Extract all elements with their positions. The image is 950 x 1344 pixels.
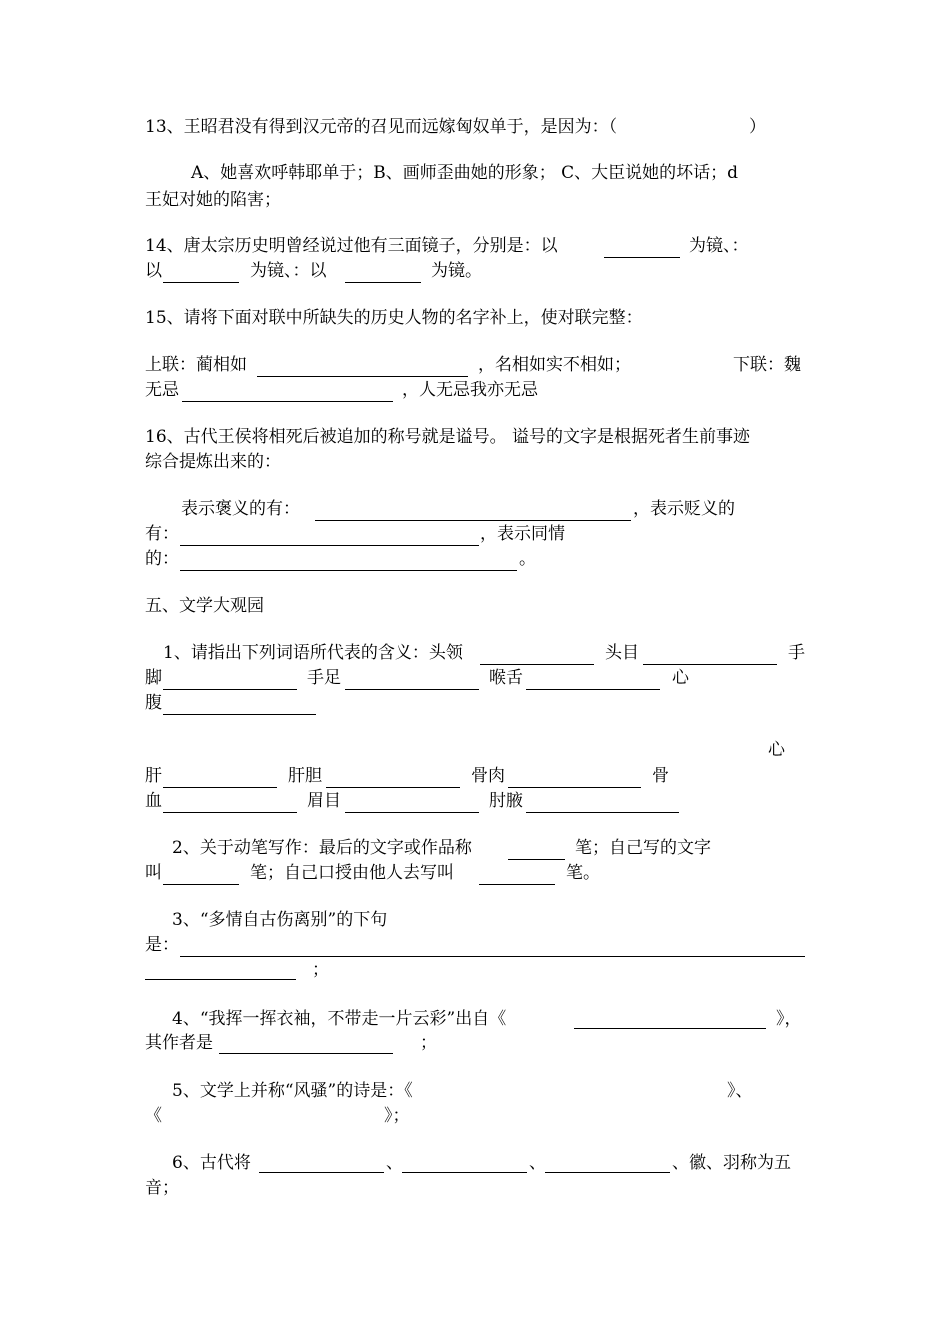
q16-blame-label: ，表示贬义的 (633, 499, 735, 519)
lit1-blank-gurou[interactable] (508, 787, 641, 788)
lit2-blank-3[interactable] (479, 884, 555, 885)
lit4-blank-author[interactable] (219, 1053, 393, 1054)
lit1-word-xue: 血 (145, 791, 162, 811)
lit1-word-gu: 骨 (652, 766, 669, 786)
q16-praise-label: 表示褒义的有： (181, 499, 300, 519)
q16-sympathy-label: ，表示同情 (480, 524, 565, 544)
lit1-word-zhouye: 肘腋 (489, 791, 523, 811)
q14-blank-2[interactable] (163, 282, 239, 283)
lit1-blank-guxue[interactable] (163, 812, 297, 813)
q15-lower-blank[interactable] (182, 401, 393, 402)
q16-end: 。 (519, 549, 536, 569)
lit1-blank-gandan[interactable] (326, 787, 460, 788)
lit1-word-gandan: 肝胆 (288, 766, 322, 786)
lit2-bi3: 笔。 (566, 863, 600, 883)
section5-title: 五、文学大观园 (145, 596, 264, 616)
lit6-tail2: 音； (145, 1178, 179, 1198)
lit3-shi: 是： (145, 935, 179, 955)
lit2-blank-1[interactable] (508, 859, 565, 860)
lit1-blank-touling[interactable] (480, 664, 594, 665)
q14-blank-1[interactable] (604, 257, 680, 258)
lit1-blank-xinfu[interactable] (163, 714, 316, 715)
q15-lower-prefix: 无忌 (145, 380, 179, 400)
lit1-word-xin2: 心 (768, 740, 785, 760)
lit1-word-jiao: 脚 (145, 668, 162, 688)
lit3-blank-line1[interactable] (180, 956, 805, 957)
lit1-blank-houshe[interactable] (526, 689, 660, 690)
q14-mirror2: 为镜、：以 (250, 261, 327, 281)
lit6-stem: 6、古代将 (172, 1153, 251, 1173)
lit1-blank-xingan[interactable] (163, 787, 277, 788)
lit4-blank-title[interactable] (574, 1028, 766, 1029)
q14-mirror3: 为镜。 (431, 261, 482, 281)
q15-lower-label: 下联：魏 (733, 355, 801, 375)
lit4-stem: 4、“我挥一挥衣袖，不带走一片云彩”出自《 (172, 1009, 507, 1029)
lit1-word-gurou: 骨肉 (471, 766, 505, 786)
lit2-bi1: 笔；自己写的文字 (575, 838, 711, 858)
lit5-stem: 5、文学上并称“风骚”的诗是：《 (172, 1081, 413, 1101)
q15-lower-suffix: ，人无忌我亦无忌 (402, 380, 538, 400)
lit1-word-xin: 心 (672, 668, 689, 688)
lit1-word-houshe: 喉舌 (489, 668, 523, 688)
lit3-semi: ； (312, 960, 329, 980)
lit5-open2: 《 (145, 1106, 162, 1126)
lit5-close2: 》； (384, 1106, 410, 1126)
lit4-semi: ； (420, 1033, 437, 1053)
lit1-blank-meimu[interactable] (345, 812, 479, 813)
lit1-word-shouzu: 手足 (307, 668, 341, 688)
q15-upper-suffix: ，名相如实不相如； (478, 355, 631, 375)
q15-stem: 15、请将下面对联中所缺失的历史人物的名字补上，使对联完整： (145, 308, 643, 328)
q14-line2-start: 以 (145, 261, 162, 281)
lit1-blank-zhouye[interactable] (526, 812, 679, 813)
q13-options-line1: A、她喜欢呼韩耶单于；B、画师歪曲她的形象； C、大臣说她的坏话；d (191, 163, 739, 183)
q16-stem-line2: 综合提炼出来的： (145, 452, 281, 472)
lit5-close1: 》、 (727, 1081, 753, 1101)
lit6-sep2: 、 (529, 1153, 546, 1173)
lit4-author-label: 其作者是 (145, 1033, 213, 1053)
lit1-word-toumu: 头目 (605, 643, 639, 663)
lit3-stem: 3、“多情自古伤离别”的下句 (172, 910, 388, 930)
lit1-stem: 1、请指出下列词语所代表的含义：头领 (163, 643, 463, 663)
lit2-jiao: 叫 (145, 863, 162, 883)
lit1-blank-shoujiao[interactable] (163, 689, 297, 690)
lit2-bi2: 笔；自己口授由他人去写叫 (250, 863, 454, 883)
lit1-word-shou: 手 (788, 643, 805, 663)
lit1-blank-toumu[interactable] (643, 664, 777, 665)
lit2-blank-2[interactable] (163, 884, 239, 885)
q16-blame-blank[interactable] (180, 545, 479, 546)
q13-close: ） (749, 117, 766, 137)
q16-blame-line2: 有： (145, 524, 179, 544)
lit6-tail: 、徽、羽称为五 (672, 1153, 791, 1173)
lit1-blank-shouzu[interactable] (345, 689, 479, 690)
lit1-word-fu: 腹 (145, 693, 162, 713)
lit1-word-gan: 肝 (145, 766, 162, 786)
q14-stem: 14、唐太宗历史明曾经说过他有三面镜子，分别是：以 (145, 236, 558, 256)
q15-upper-blank[interactable] (257, 376, 468, 377)
q14-blank-3[interactable] (345, 282, 421, 283)
q16-sympathy-blank[interactable] (180, 570, 517, 571)
lit6-blank-3[interactable] (545, 1172, 670, 1173)
lit3-blank-line2[interactable] (145, 979, 296, 980)
lit6-blank-1[interactable] (259, 1172, 384, 1173)
q14-mirror1: 为镜、： (689, 236, 749, 256)
q15-upper-prefix: 上联：蔺相如 (145, 355, 247, 375)
q13-stem: 13、王昭君没有得到汉元帝的召见而远嫁匈奴单于，是因为：（ (145, 117, 618, 137)
q16-sympathy-line3: 的： (145, 549, 179, 569)
lit6-sep1: 、 (386, 1153, 403, 1173)
q16-stem-line1: 16、古代王侯将相死后被追加的称号就是谥号。 谥号的文字是根据死者生前事迹 (145, 427, 751, 447)
lit4-close: 》， (776, 1009, 802, 1029)
lit6-blank-2[interactable] (402, 1172, 527, 1173)
q13-options-line2: 王妃对她的陷害； (145, 190, 281, 210)
lit1-word-meimu: 眉目 (307, 791, 341, 811)
lit2-stem: 2、关于动笔写作：最后的文字或作品称 (172, 838, 472, 858)
q16-praise-blank[interactable] (315, 520, 631, 521)
